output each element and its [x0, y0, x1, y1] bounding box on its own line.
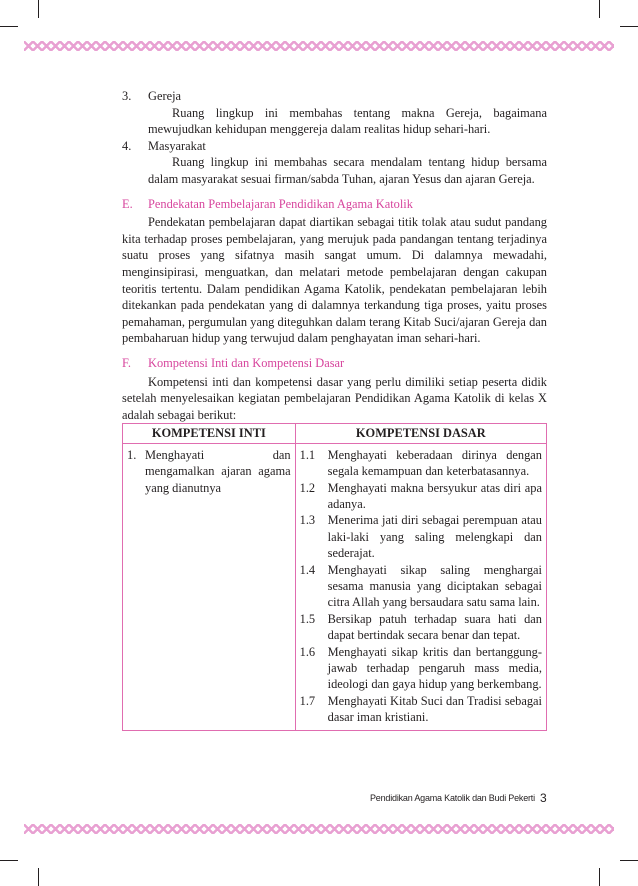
competency-table — [122, 423, 547, 730]
kd-text: Menghayati Kitab Suci dan Tradisi sebagai dasar iman kristiani. — [327, 693, 542, 725]
kd-text: Menerima jati diri sebagai perempuan atau laki-laki yang saling melengkapi dan sederajat. — [327, 513, 542, 561]
kd-number: 1.2 — [299, 480, 316, 495]
ki-number: 1. — [127, 447, 137, 462]
section-e-paragraph: Pendekatan pembelajaran dapat diartikan sebagai titik tolak atau sudut pandang kita terhadap proses pembelajaran, yang merujuk pada pandangan tentang terjadinya suatu proses yang sifatnya masih sangat umum. Di dalamnya mewadahi, menginsipirasi, menguatkan, dan melatari metode pembelajaran dengan cakupan teoritis tertentu. Dalam pendidikan Agama Katolik, pendekatan pembelajaran lebih ditekankan pada pendekatan yang di dalamnya terkandung tiga proses, yaitu proses pemahaman, pergumulan yang diteguhkan dalam terang Kitab Suci/ajaran Gereja dan pembaharuan hidup yang terwujud dalam penghayatan iman sehari-hari. — [122, 215, 547, 346]
section-title: Pendekatan Pembelajaran Pendidikan Agama Katolik — [148, 196, 413, 211]
crop-mark-bottom-right-h — [620, 860, 638, 861]
section-f-paragraph: Kompetensi inti dan kompetensi dasar yang perlu dimiliki setiap peserta didik setelah menyelesaikan kegiatan pembelajaran Pendidikan Agama Katolik di kelas X adalah sebagai berikut: — [122, 374, 547, 422]
kd-number: 1.7 — [299, 693, 316, 708]
list-item — [122, 88, 547, 138]
kd-text: Bersikap patuh terhadap suara hati dan dapat bertindak secara benar dan tepat. — [327, 611, 542, 643]
kd-number: 1.1 — [299, 447, 316, 462]
kd-number: 1.4 — [299, 562, 316, 577]
crop-mark-top-left-v — [38, 0, 39, 18]
crop-mark-top-right-v — [599, 0, 600, 18]
page-content — [122, 88, 547, 731]
section-heading-e — [122, 196, 547, 213]
kd-item — [300, 447, 542, 480]
kd-text: Menghayati sikap saling menghargai sesama manusia yang diciptakan sebagai citra Allah yang bersaudara satu sama lain. — [327, 562, 542, 610]
top-border-pattern — [24, 41, 614, 51]
section-letter: E. — [122, 196, 133, 211]
kd-text: Menghayati keberadaan dirinya dengan segala kemampuan dan keterbatasannya. — [327, 447, 542, 479]
list-item-body: Ruang lingkup ini membahas secara mendalam tentang hidup bersama dalam masyarakat sesuai firman/sabda Tuhan, ajaran Yesus dan ajaran Gereja. — [148, 155, 547, 186]
table-row — [123, 443, 547, 730]
kd-number: 1.6 — [299, 644, 316, 659]
kd-cell — [295, 443, 546, 730]
crop-mark-bottom-left-h — [0, 860, 18, 861]
list-item-number: 3. — [122, 89, 132, 103]
ki-text: Menghayati dan mengamalkan ajaran agama yang dianutnya — [145, 447, 291, 495]
section-heading-f — [122, 355, 547, 372]
kd-item — [300, 480, 542, 513]
crop-mark-bottom-left-v — [38, 868, 39, 886]
kd-number: 1.5 — [299, 611, 316, 626]
list-item-number: 4. — [122, 138, 132, 153]
kd-item — [300, 693, 542, 726]
header-kompetensi-inti: KOMPETENSI INTI — [123, 424, 296, 443]
kd-item — [300, 644, 542, 693]
footer-book-title: Pendidikan Agama Katolik dan Budi Pekerti — [370, 793, 535, 803]
crop-mark-top-right-h — [620, 26, 638, 27]
list-item-title: Gereja — [148, 89, 182, 103]
kd-number: 1.3 — [299, 513, 316, 528]
section-letter: F. — [122, 355, 131, 370]
list-item-body: Ruang lingkup ini membahas tentang makna Gereja, bagaimana mewujudkan kehidupan menggereja dalam realitas hidup sehari-hari. — [148, 105, 547, 137]
kd-item — [300, 562, 542, 611]
kd-item — [300, 512, 542, 561]
crop-mark-top-left-h — [0, 26, 18, 27]
kd-item — [300, 611, 542, 644]
list-item — [122, 138, 547, 188]
kd-text: Menghayati sikap kritis dan bertanggung-jawab terhadap pengaruh mass media, ideologi dan gaya hidup yang berkembang. — [327, 644, 542, 692]
section-title: Kompetensi Inti dan Kompetensi Dasar — [148, 355, 345, 370]
crop-mark-bottom-right-v — [599, 868, 600, 886]
bottom-border-pattern — [24, 824, 614, 834]
list-item-title: Masyarakat — [148, 138, 206, 153]
ki-cell — [123, 443, 296, 730]
kd-text: Menghayati makna bersyukur atas diri apa adanya. — [327, 480, 542, 511]
table-header-row — [123, 424, 547, 443]
ki-item — [127, 447, 291, 496]
page-number: 3 — [540, 791, 547, 805]
header-kompetensi-dasar: KOMPETENSI DASAR — [295, 424, 546, 443]
